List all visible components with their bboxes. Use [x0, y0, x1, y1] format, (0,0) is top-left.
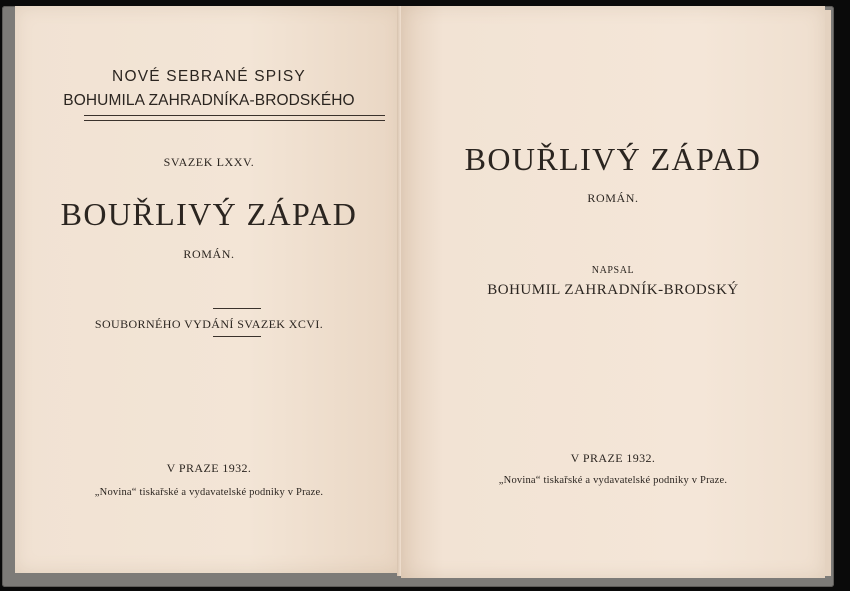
- right-page: [401, 6, 825, 578]
- volume-number: SVAZEK LXXV.: [163, 155, 255, 169]
- left-page: [15, 6, 403, 573]
- publisher-line: „Novina“ tiskařské a vydavatelské podniky v Praze.: [498, 475, 728, 486]
- author-name: BOHUMIL ZAHRADNÍK-BRODSKÝ: [487, 282, 739, 298]
- genre-label: ROMÁN.: [587, 191, 639, 205]
- edition-volume: SOUBORNÉHO VYDÁNÍ SVAZEK XCVI.: [94, 317, 324, 331]
- page-edge: [825, 10, 831, 576]
- series-title-line2: BOHUMILA ZAHRADNÍKA-BRODSKÉHO: [63, 92, 355, 109]
- publisher-line: „Novina“ tiskařské a vydavatelské podniky v Praze.: [94, 487, 324, 498]
- author-label: NAPSAL: [591, 265, 635, 276]
- short-rule-top: [213, 308, 261, 309]
- place-year: V PRAZE 1932.: [570, 451, 656, 465]
- genre-label: ROMÁN.: [183, 247, 235, 261]
- place-year: V PRAZE 1932.: [166, 461, 252, 475]
- book-title: BOUŘLIVÝ ZÁPAD: [464, 141, 762, 177]
- series-title-line1: NOVÉ SEBRANÉ SPISY: [112, 68, 306, 85]
- short-rule-bottom: [213, 336, 261, 337]
- double-rule-divider: [84, 115, 385, 121]
- book-title: BOUŘLIVÝ ZÁPAD: [60, 196, 358, 232]
